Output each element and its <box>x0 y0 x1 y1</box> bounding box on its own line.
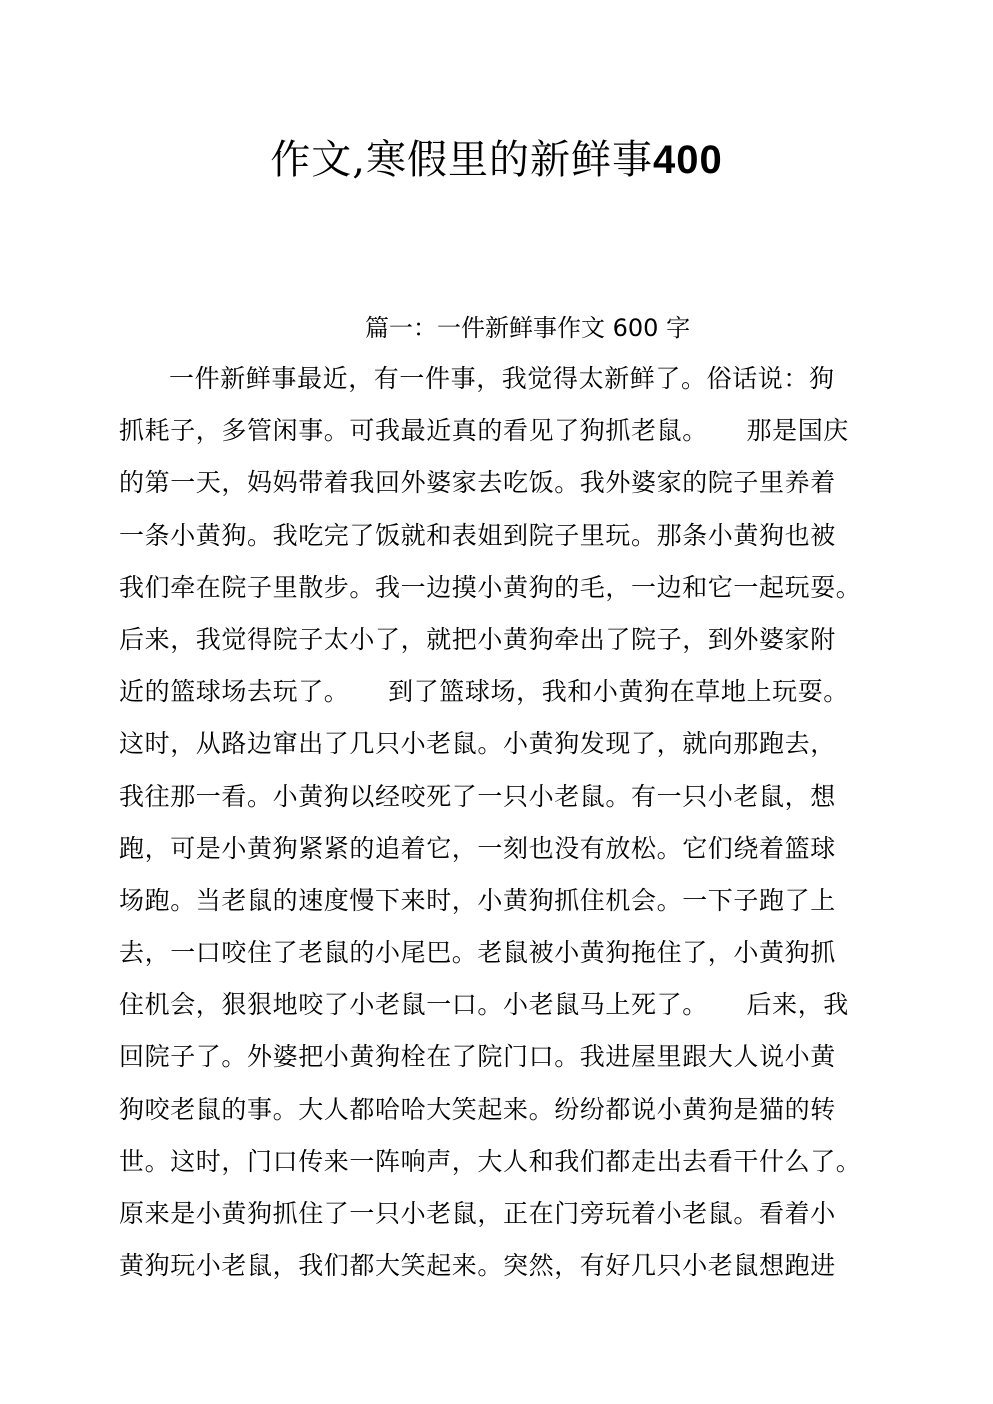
title-number: 400 <box>652 138 723 182</box>
essay-line: 近的篮球场去玩了。 到了篮球场，我和小黄狗在草地上玩耍。 <box>119 677 849 707</box>
essay-line: 后来，我觉得院子太小了，就把小黄狗牵出了院子，到外婆家附 <box>119 624 836 654</box>
essay-line: 跑，可是小黄狗紧紧的追着它，一刻也没有放松。它们绕着篮球 <box>119 833 836 863</box>
essay-body <box>119 357 889 1296</box>
essay-line: 世。这时，门口传来一阵响声，大人和我们都走出去看干什么了。 <box>119 1146 862 1176</box>
essay-line: 场跑。当老鼠的速度慢下来时，小黄狗抓住机会。一下子跑了上 <box>119 885 836 915</box>
essay-line: 抓耗子，多管闲事。可我最近真的看见了狗抓老鼠。 那是国庆 <box>119 416 849 446</box>
essay-line: 去，一口咬住了老鼠的小尾巴。老鼠被小黄狗拖住了，小黄狗抓 <box>119 938 836 968</box>
essay-line: 这时，从路边窜出了几只小老鼠。小黄狗发现了，就向那跑去， <box>119 729 836 759</box>
essay-line: 的第一天，妈妈带着我回外婆家去吃饭。我外婆家的院子里养着 <box>119 468 836 498</box>
essay-line: 原来是小黄狗抓住了一只小老鼠，正在门旁玩着小老鼠。看着小 <box>119 1199 836 1228</box>
essay-line: 黄狗玩小老鼠，我们都大笑起来。突然，有好几只小老鼠想跑进 <box>119 1251 836 1281</box>
title-text: 作文,寒假里的新鲜事 <box>270 137 653 183</box>
document-title <box>0 130 993 190</box>
essay-line: 我们牵在院子里散步。我一边摸小黄狗的毛，一边和它一起玩耍。 <box>119 572 862 602</box>
essay-line: 回院子了。外婆把小黄狗栓在了院门口。我进屋里跟大人说小黄 <box>119 1042 836 1072</box>
section-heading: 篇一：一件新鲜事作文 600 字 <box>365 314 691 342</box>
essay-line: 住机会，狠狠地咬了小老鼠一口。小老鼠马上死了。 后来，我 <box>119 990 849 1020</box>
essay-line: 一条小黄狗。我吃完了饭就和表姐到院子里玩。那条小黄狗也被 <box>119 520 836 550</box>
essay-line: 一件新鲜事最近，有一件事，我觉得太新鲜了。俗话说：狗 <box>169 364 835 393</box>
essay-line: 我往那一看。小黄狗以经咬死了一只小老鼠。有一只小老鼠，想 <box>119 781 836 811</box>
essay-line: 狗咬老鼠的事。大人都哈哈大笑起来。纷纷都说小黄狗是猫的转 <box>119 1094 836 1124</box>
